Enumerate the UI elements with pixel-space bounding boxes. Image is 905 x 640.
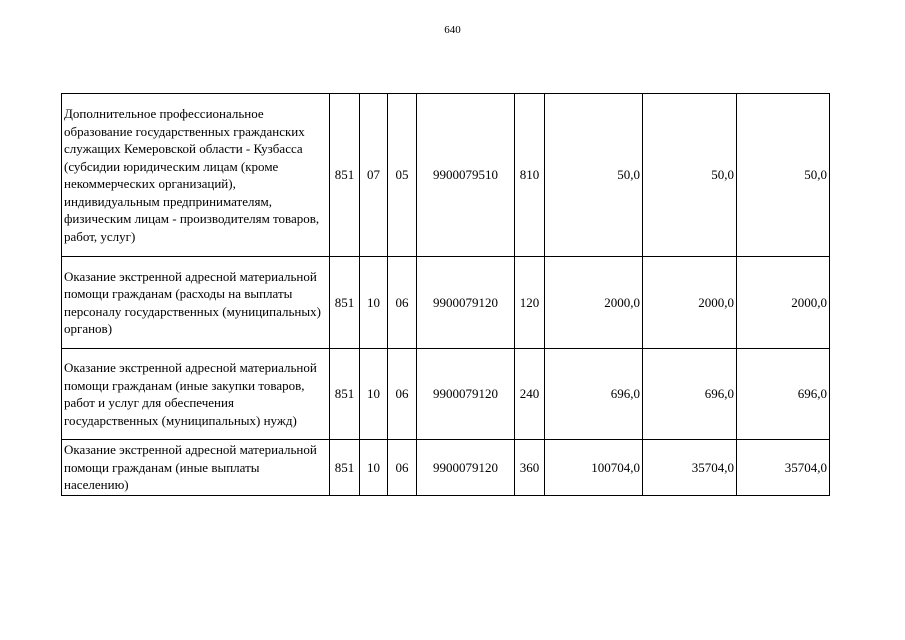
amount-year-3: 696,0 <box>737 349 830 440</box>
ministry-code: 851 <box>330 257 360 349</box>
amount-year-1: 2000,0 <box>545 257 643 349</box>
amount-year-3: 50,0 <box>737 94 830 257</box>
amount-year-2: 50,0 <box>643 94 737 257</box>
target-article-code: 9900079120 <box>417 349 515 440</box>
table-row <box>62 440 830 496</box>
amount-year-3: 2000,0 <box>737 257 830 349</box>
subsection-code: 05 <box>388 94 417 257</box>
subsection-code: 06 <box>388 257 417 349</box>
subsection-code: 06 <box>388 440 417 496</box>
amount-year-2: 2000,0 <box>643 257 737 349</box>
table-row <box>62 257 830 349</box>
section-code: 10 <box>360 440 388 496</box>
budget-table <box>61 93 830 496</box>
table-row <box>62 349 830 440</box>
amount-year-1: 696,0 <box>545 349 643 440</box>
target-article-code: 9900079120 <box>417 257 515 349</box>
amount-year-1: 100704,0 <box>545 440 643 496</box>
row-description: Дополнительное профессиональное образование государственных гражданских служащих Кемеровской области - Кузбасса (субсидии юридическим лицам (кроме некоммерческих организаций), индивидуальным предпринимателям, физическим лицам - производителям товаров, работ, услуг) <box>62 94 330 257</box>
row-description: Оказание экстренной адресной материальной помощи гражданам (иные выплаты населению) <box>62 440 330 496</box>
section-code: 07 <box>360 94 388 257</box>
target-article-code: 9900079120 <box>417 440 515 496</box>
expense-type-code: 240 <box>515 349 545 440</box>
page-number: 640 <box>444 24 461 36</box>
row-description: Оказание экстренной адресной материальной помощи гражданам (иные закупки товаров, работ и услуг для обеспечения государственных (муниципальных) нужд) <box>62 349 330 440</box>
subsection-code: 06 <box>388 349 417 440</box>
amount-year-2: 696,0 <box>643 349 737 440</box>
target-article-code: 9900079510 <box>417 94 515 257</box>
ministry-code: 851 <box>330 440 360 496</box>
row-description: Оказание экстренной адресной материальной помощи гражданам (расходы на выплаты персоналу государственных (муниципальных) органов) <box>62 257 330 349</box>
expense-type-code: 120 <box>515 257 545 349</box>
amount-year-1: 50,0 <box>545 94 643 257</box>
section-code: 10 <box>360 257 388 349</box>
expense-type-code: 810 <box>515 94 545 257</box>
ministry-code: 851 <box>330 94 360 257</box>
amount-year-3: 35704,0 <box>737 440 830 496</box>
amount-year-2: 35704,0 <box>643 440 737 496</box>
table-row <box>62 94 830 257</box>
expense-type-code: 360 <box>515 440 545 496</box>
section-code: 10 <box>360 349 388 440</box>
ministry-code: 851 <box>330 349 360 440</box>
